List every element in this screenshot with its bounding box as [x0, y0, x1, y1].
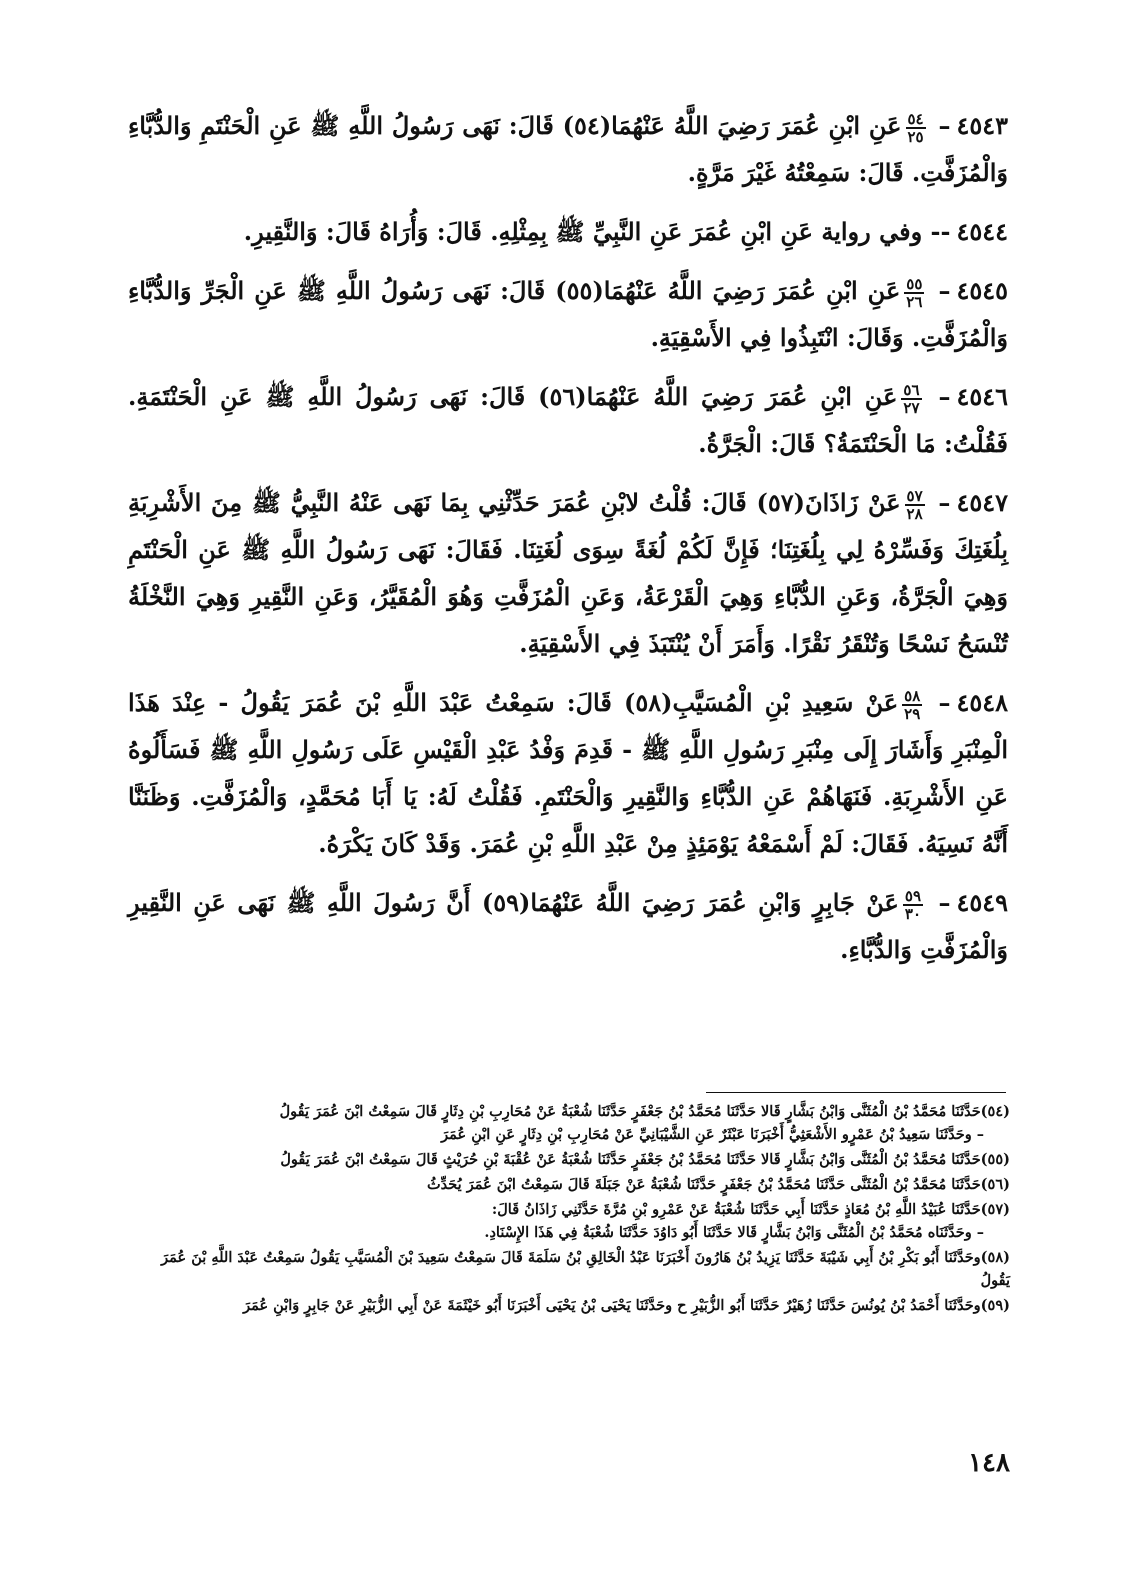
hadith-number: ٤٥٤٤ — [956, 217, 1008, 246]
footnote-text: (٥٥)حَدَّثَنَا مُحَمَّدُ بْنُ الْمُثَنَّى وَابْنُ بَشَّارٍ قَالا حَدَّثَنَا مُحَمَّدُ بْنُ جَعْفَرٍ حَدَّثَنَا شُعْبَةُ عَنْ عُقْبَةَ بْنِ حُرَيْثٍ قَالَ سَمِعْتُ ابْنَ عُمَرَ يَقُولُ — [280, 1151, 1010, 1168]
footnote-subtext: – وحَدَّثَنَاه مُحَمَّدُ بْنُ الْمُثَنَّى وَابْنُ بَشَّارٍ قَالا حَدَّثَنَا أَبُو دَاوُدَ حَدَّثَنَا شُعْبَةُ فِي هَذَا الإِسْنَادِ. — [484, 1224, 984, 1241]
hadith-number: ٤٥٤٣ — [956, 111, 1009, 140]
cross-reference-fraction: $\frac{٥٥}{٢٦}$ — [906, 274, 923, 311]
hadith-text: عَنْ سَعِيدِ بْنِ الْمُسَيَّبِ(٥٨) قَالَ: سَمِعْتُ عَبْدَ اللَّهِ بْنَ عُمَرَ يَقُولُ - عِنْدَ هَذَا الْمِنْبَرِ وَأَشَارَ إِلَى مِنْبَرِ رَسُولِ اللَّهِ ﷺ - قَدِمَ وَفْدُ عَبْدِ الْقَيْسِ عَلَى رَسُولِ اللَّهِ ﷺ فَسَأَلُوهُ عَنِ الأَشْرِبَةِ. فَنَهَاهُمْ عَنِ الدُّبَّاءِ وَالنَّقِيرِ وَالْحَنْتَمِ. فَقُلْتُ لَهُ: يَا أَبَا مُحَمَّدٍ، وَالْمُزَفَّتِ. وَظَنَنَّا أَنَّهُ نَسِيَهُ. فَقَالَ: لَمْ أَسْمَعْهُ يَوْمَئِذٍ مِنْ عَبْدِ اللَّهِ بْنِ عُمَرَ. وَقَدْ كَانَ يَكْرَهُ. — [128, 688, 1009, 858]
hadith-text: عَنِ ابْنِ عُمَرَ رَضِيَ اللَّهُ عَنْهُمَا(٥٥) قَالَ: نَهَى رَسُولُ اللَّهِ ﷺ عَنِ الْجَرِّ وَالدُّبَّاءِ وَالْمُزَفَّتِ. وَقَالَ: انْتَبِذُوا فِي الأَسْقِيَةِ. — [128, 276, 1008, 352]
hadith-text: -- وفي رواية عَنِ ابْنِ عُمَرَ عَنِ النَّبِيِّ ﷺ بِمِثْلِهِ. قَالَ: وَأُرَاهُ قَالَ: وَالنَّقِيرِ. — [243, 217, 951, 246]
footnote-58 — [128, 1246, 1010, 1292]
cross-reference-fraction: $\frac{٥٨}{٢٩}$ — [904, 686, 921, 723]
footnote-divider — [706, 1092, 1006, 1093]
footnote-59 — [128, 1294, 1010, 1317]
hadith-text: عَنْ جَابِرٍ وَابْنِ عُمَرَ رَضِيَ اللَّهُ عَنْهُمَا(٥٩) أَنَّ رَسُولَ اللَّهِ ﷺ نَهَى عَنِ النَّقِيرِ وَالْمُزَفَّتِ وَالدُّبَّاءِ. — [128, 888, 1008, 964]
page-number: ١٤٨ — [968, 1448, 1010, 1478]
footnote-56 — [128, 1173, 1010, 1196]
footnote-text: (٥٤)حَدَّثَنَا مُحَمَّدُ بْنُ الْمُثَنَّى وَابْنُ بَشَّارٍ قَالا حَدَّثَنَا مُحَمَّدُ بْنُ جَعْفَرٍ حَدَّثَنَا شُعْبَةُ عَنْ مُحَارِبِ بْنِ دِثَارٍ قَالَ سَمِعْتُ ابْنَ عُمَرَ يَقُولُ — [279, 1103, 1010, 1120]
hadith-4546: ٤٥٤٦– $\frac{٥٦}{٢٧}$ عَنِ ابْنِ عُمَرَ رَضِيَ اللَّهُ عَنْهُمَا(٥٦) قَالَ: نَهَى رَسُولُ اللَّهِ ﷺ عَنِ الْحَنْتَمَةِ. فَقُلْتُ: مَا الْحَنْتَمَةُ؟ قَالَ: الْجَرَّةُ. — [128, 380, 1009, 458]
footnote-54 — [128, 1100, 1010, 1146]
cross-reference-fraction: $\frac{٥٤}{٢٥}$ — [907, 109, 924, 146]
cross-reference-fraction: $\frac{٥٦}{٢٧}$ — [903, 380, 920, 417]
hadith-4548: ٤٥٤٨– $\frac{٥٨}{٢٩}$ عَنْ سَعِيدِ بْنِ الْمُسَيَّبِ(٥٨) قَالَ: سَمِعْتُ عَبْدَ اللَّهِ بْنَ عُمَرَ يَقُولُ - عِنْدَ هَذَا الْمِنْبَرِ وَأَشَارَ إِلَى مِنْبَرِ رَسُولِ اللَّهِ ﷺ - قَدِمَ وَفْدُ عَبْدِ الْقَيْسِ عَلَى رَسُولِ اللَّهِ ﷺ فَسَأَلُوهُ عَنِ الأَشْرِبَةِ. فَنَهَاهُمْ عَنِ الدُّبَّاءِ وَالنَّقِيرِ وَالْحَنْتَمِ. فَقُلْتُ لَهُ: يَا أَبَا مُحَمَّدٍ، وَالْمُزَفَّتِ. وَظَنَنَّا أَنَّهُ نَسِيَهُ. فَقَالَ: لَمْ أَسْمَعْهُ يَوْمَئِذٍ مِنْ عَبْدِ اللَّهِ بْنِ عُمَرَ. وَقَدْ كَانَ يَكْرَهُ. — [128, 686, 1009, 858]
hadith-number: ٤٥٤٨ — [956, 688, 1009, 717]
hadith-4549: ٤٥٤٩– $\frac{٥٩}{٣٠}$ عَنْ جَابِرٍ وَابْنِ عُمَرَ رَضِيَ اللَّهُ عَنْهُمَا(٥٩) أَنَّ رَسُولَ اللَّهِ ﷺ نَهَى عَنِ النَّقِيرِ وَالْمُزَفَّتِ وَالدُّبَّاءِ. — [128, 886, 1009, 964]
footnote-text: (٥٦)حَدَّثَنَا مُحَمَّدُ بْنُ الْمُثَنَّى حَدَّثَنَا مُحَمَّدُ بْنُ جَعْفَرٍ حَدَّثَنَا شُعْبَةُ عَنْ جَبَلَةَ قَالَ سَمِعْتُ ابْنَ عُمَرَ يُحَدِّثُ — [427, 1176, 1010, 1193]
hadith-4545: ٤٥٤٥– $\frac{٥٥}{٢٦}$ عَنِ ابْنِ عُمَرَ رَضِيَ اللَّهُ عَنْهُمَا(٥٥) قَالَ: نَهَى رَسُولُ اللَّهِ ﷺ عَنِ الْجَرِّ وَالدُّبَّاءِ وَالْمُزَفَّتِ. وَقَالَ: انْتَبِذُوا فِي الأَسْقِيَةِ. — [128, 274, 1009, 352]
hadith-text: عَنِ ابْنِ عُمَرَ رَضِيَ اللَّهُ عَنْهُمَا(٥٦) قَالَ: نَهَى رَسُولُ اللَّهِ ﷺ عَنِ الْحَنْتَمَةِ. فَقُلْتُ: مَا الْحَنْتَمَةُ؟ قَالَ: الْجَرَّةُ. — [128, 382, 1008, 458]
footnote-57 — [128, 1198, 1010, 1244]
cross-reference-fraction: $\frac{٥٧}{٢٨}$ — [906, 486, 923, 523]
hadith-list — [128, 102, 1008, 985]
footnotes — [128, 1100, 1010, 1319]
footnote-text: (٥٩)وحَدَّثَنَا أَحْمَدُ بْنُ يُونُسَ حَدَّثَنَا زُهَيْرٌ حَدَّثَنَا أَبُو الزُّبَيْرِ ح وحَدَّثَنَا يَحْيَى بْنُ يَحْيَى أَخْبَرَنَا أَبُو خَيْثَمَةَ عَنْ أَبِي الزُّبَيْرِ عَنْ جَابِرٍ وَابْنِ عُمَرَ — [243, 1297, 1010, 1314]
hadith-4544 — [128, 208, 1008, 255]
hadith-4547: ٤٥٤٧– $\frac{٥٧}{٢٨}$ عَنْ زَاذَانَ(٥٧) قَالَ: قُلْتُ لابْنِ عُمَرَ حَدِّثْنِي بِمَا نَهَى عَنْهُ النَّبِيُّ ﷺ مِنَ الأَشْرِبَةِ بِلُغَتِكَ وَفَسِّرْهُ لِي بِلُغَتِنَا؛ فَإِنَّ لَكُمْ لُغَةً سِوَى لُغَتِنَا. فَقَالَ: نَهَى رَسُولُ اللَّهِ ﷺ عَنِ الْحَنْتَمِ وَهِيَ الْجَرَّةُ، وَعَنِ الدُّبَّاءِ وَهِيَ الْقَرْعَةُ، وَعَنِ الْمُزَفَّتِ وَهُوَ الْمُقَيَّرُ، وَعَنِ النَّقِيرِ وَهِيَ النَّخْلَةُ تُنْسَحُ نَسْحًا وَتُنْقَرُ نَقْرًا. وَأَمَرَ أَنْ يُنْتَبَذَ فِي الأَسْقِيَةِ. — [128, 486, 1008, 658]
footnote-text: (٥٧)حَدَّثَنَا عُبَيْدُ اللَّهِ بْنُ مُعَاذٍ حَدَّثَنَا أَبِي حَدَّثَنَا شُعْبَةُ عَنْ عَمْرِو بْنِ مُرَّةَ حَدَّثَنِي زَاذَانُ قَالَ: — [491, 1201, 1010, 1218]
hadith-text: عَنْ زَاذَانَ(٥٧) قَالَ: قُلْتُ لابْنِ عُمَرَ حَدِّثْنِي بِمَا نَهَى عَنْهُ النَّبِيُّ ﷺ مِنَ الأَشْرِبَةِ بِلُغَتِكَ وَفَسِّرْهُ لِي بِلُغَتِنَا؛ فَإِنَّ لَكُمْ لُغَةً سِوَى لُغَتِنَا. فَقَالَ: نَهَى رَسُولُ اللَّهِ ﷺ عَنِ الْحَنْتَمِ وَهِيَ الْجَرَّةُ، وَعَنِ الدُّبَّاءِ وَهِيَ الْقَرْعَةُ، وَعَنِ الْمُزَفَّتِ وَهُوَ الْمُقَيَّرُ، وَعَنِ النَّقِيرِ وَهِيَ النَّخْلَةُ تُنْسَحُ نَسْحًا وَتُنْقَرُ نَقْرًا. وَأَمَرَ أَنْ يُنْتَبَذَ فِي الأَسْقِيَةِ. — [128, 488, 1008, 658]
hadith-text: عَنِ ابْنِ عُمَرَ رَضِيَ اللَّهُ عَنْهُمَا(٥٤) قَالَ: نَهَى رَسُولُ اللَّهِ ﷺ عَنِ الْحَنْتَمِ وَالدُّبَّاءِ وَالْمُزَفَّتِ. قَالَ: سَمِعْتُهُ غَيْرَ مَرَّةٍ. — [128, 111, 1008, 187]
footnote-text: (٥٨)وحَدَّثَنَا أَبُو بَكْرِ بْنُ أَبِي شَيْبَةَ حَدَّثَنَا يَزِيدُ بْنُ هَارُونَ أَخْبَرَنَا عَبْدُ الْخَالِقِ بْنُ سَلَمَةَ قَالَ سَمِعْتُ سَعِيدَ بْنَ الْمُسَيَّبِ يَقُولُ سَمِعْتُ عَبْدَ اللَّهِ بْنَ عُمَرَ يَقُولُ — [161, 1249, 1010, 1289]
footnote-subtext: – وحَدَّثَنَا سَعِيدُ بْنُ عَمْرٍو الأَشْعَثِيُّ أَخْبَرَنَا عَبْثَرٌ عَنِ الشَّيْبَانِيِّ عَنْ مُحَارِبِ بْنِ دِثَارٍ عَنِ ابْنِ عُمَرَ — [441, 1126, 984, 1143]
hadith-number: ٤٥٤٩ — [956, 888, 1009, 917]
footnote-55 — [128, 1148, 1010, 1171]
hadith-number: ٤٥٤٧ — [956, 488, 1008, 517]
hadith-number: ٤٥٤٦ — [956, 382, 1009, 411]
hadith-number: ٤٥٤٥ — [956, 276, 1009, 305]
cross-reference-fraction: $\frac{٥٩}{٣٠}$ — [904, 886, 922, 923]
hadith-4543: ٤٥٤٣– $\frac{٥٤}{٢٥}$ عَنِ ابْنِ عُمَرَ رَضِيَ اللَّهُ عَنْهُمَا(٥٤) قَالَ: نَهَى رَسُولُ اللَّهِ ﷺ عَنِ الْحَنْتَمِ وَالدُّبَّاءِ وَالْمُزَفَّتِ. قَالَ: سَمِعْتُهُ غَيْرَ مَرَّةٍ. — [128, 109, 1009, 187]
